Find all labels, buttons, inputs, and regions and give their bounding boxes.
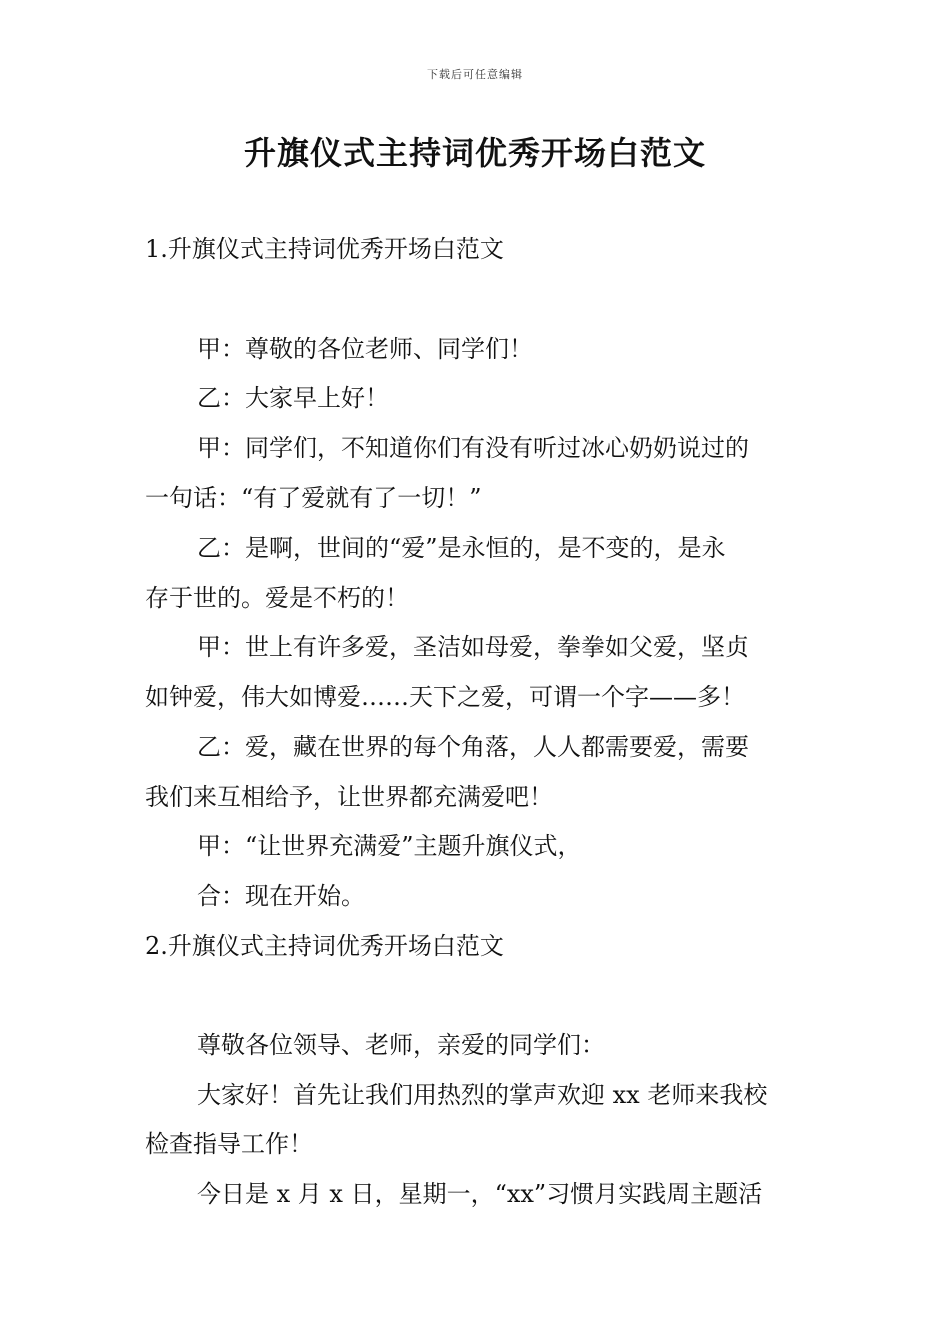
paragraph-line: 甲：尊敬的各位老师、同学们！	[197, 335, 533, 363]
paragraph-line: 一句话：“有了爱就有了一切！”	[145, 484, 482, 512]
paragraph-line: 检查指导工作！	[145, 1130, 313, 1158]
paragraph-line: 如钟爱，伟大如博爱……天下之爱，可谓一个字——多！	[145, 683, 745, 711]
paragraph-line: 尊敬各位领导、老师，亲爱的同学们：	[197, 1031, 605, 1059]
header-note: 下载后可任意编辑	[427, 68, 523, 81]
paragraph-line: 存于世的。爱是不朽的！	[145, 584, 409, 612]
paragraph-line: 合：现在开始。	[197, 882, 365, 910]
paragraph-line: 甲：同学们，不知道你们有没有听过冰心奶奶说过的	[197, 434, 749, 462]
paragraph-line: 乙：是啊，世间的“爱”是永恒的，是不变的，是永	[197, 534, 726, 562]
paragraph-line: 大家好！首先让我们用热烈的掌声欢迎 xx 老师来我校	[197, 1081, 768, 1109]
paragraph-line: 乙：大家早上好！	[197, 384, 389, 412]
paragraph-line: 今日是 x 月 x 日，星期一，“xx”习惯月实践周主题活	[197, 1180, 763, 1208]
paragraph-line: 甲：“让世界充满爱”主题升旗仪式，	[197, 832, 582, 860]
paragraph-line: 我们来互相给予，让世界都充满爱吧！	[145, 783, 553, 811]
section-heading-2: 2.升旗仪式主持词优秀开场白范文	[145, 932, 504, 960]
document-title: 升旗仪式主持词优秀开场白范文	[243, 134, 706, 172]
section-heading-1: 1.升旗仪式主持词优秀开场白范文	[145, 235, 504, 263]
paragraph-line: 乙：爱，藏在世界的每个角落，人人都需要爱，需要	[197, 733, 749, 761]
paragraph-line: 甲：世上有许多爱，圣洁如母爱，拳拳如父爱，坚贞	[197, 633, 749, 661]
